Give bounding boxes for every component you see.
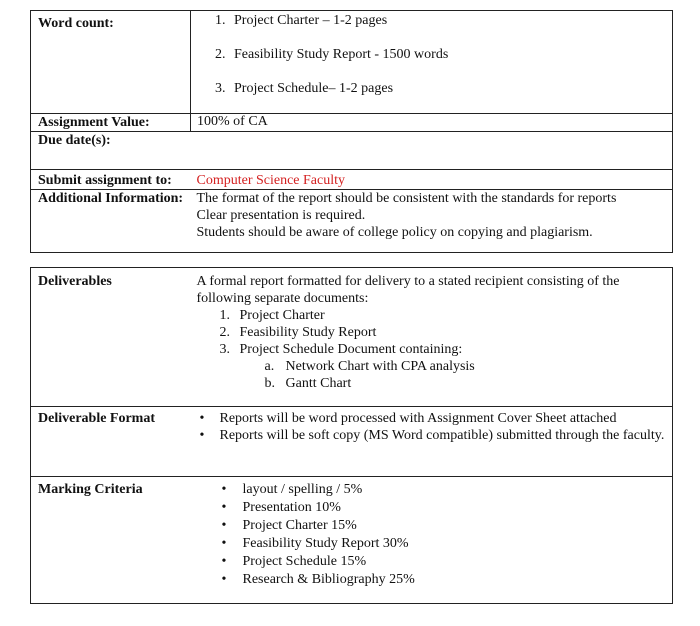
list-text: Research & Bibliography 25% [242,572,415,587]
list-item [191,79,672,113]
list-text: Feasibility Study Report - 1500 words [234,47,449,62]
deliverables-row [31,268,673,407]
assignment-value-label: Assignment Value: [31,114,191,132]
deliverables-table [30,267,673,604]
list-text: Project Schedule 15% [242,554,367,569]
list-text: Reports will be soft copy (MS Word compatible) submitted through the faculty. [219,428,665,443]
list-text: layout / spelling / 5% [242,482,363,497]
additional-info-text [191,190,673,253]
list-item [197,499,667,517]
list-text: Feasibility Study Report 30% [242,536,409,551]
additional-info-row [31,190,673,253]
bullet-icon: • [221,500,227,515]
list-number: 1. [215,13,226,28]
bullet-icon: • [199,411,205,426]
deliverables-label: Deliverables [31,268,191,407]
additional-line: The format of the report should be consistent with the standards for reports [196,191,617,206]
additional-line: Clear presentation is required. [196,208,366,223]
bullet-icon: • [221,518,227,533]
additional-info-label: Additional Information: [31,190,191,253]
list-item [197,341,667,358]
list-number: 3. [219,342,230,357]
list-letter: a. [264,359,275,374]
assignment-value-row [31,114,673,132]
list-item [197,571,667,589]
deliverable-format-row [31,407,673,477]
list-text: Presentation 10% [242,500,341,515]
list-item [197,410,667,427]
list-number: 2. [215,47,226,62]
list-item [197,517,667,535]
list-text: Reports will be word processed with Assignment Cover Sheet attached [219,411,617,426]
list-text: Network Chart with CPA analysis [285,359,475,374]
list-item [197,535,667,553]
list-text: Project Schedule– 1-2 pages [234,81,394,96]
deliverables-intro: A formal report formatted for delivery to a stated recipient consisting of the following separate documents: [196,274,620,306]
due-date-label: Due date(s): [31,132,673,170]
marking-criteria-row [31,477,673,604]
list-text: Gantt Chart [285,376,352,391]
submit-to-value: Computer Science Faculty [191,170,673,190]
sub-list-item [197,358,667,375]
list-text: Project Charter – 1-2 pages [234,13,388,28]
word-count-label: Word count: [31,11,191,114]
list-item [197,427,667,444]
word-count-list [191,11,672,113]
list-text: Project Charter 15% [242,518,357,533]
list-item [197,553,667,571]
bullet-icon: • [221,536,227,551]
list-text: Project Schedule Document containing: [239,342,463,357]
list-item [191,11,672,45]
assignment-value: 100% of CA [191,114,673,132]
list-item [191,45,672,79]
word-count-row [31,11,673,114]
sub-list-item [197,375,667,392]
additional-line: Students should be aware of college policy on copying and plagiarism. [196,225,593,240]
deliverable-format-label: Deliverable Format [31,407,191,477]
submit-row [31,170,673,190]
list-text: Project Charter [239,308,325,323]
bullet-icon: • [221,482,227,497]
list-item [197,481,667,499]
list-number: 1. [219,308,230,323]
list-item [197,324,667,341]
bullet-icon: • [221,554,227,569]
list-letter: b. [264,376,275,391]
list-text: Feasibility Study Report [239,325,377,340]
list-number: 2. [219,325,230,340]
list-number: 3. [215,81,226,96]
assignment-info-table [30,10,673,253]
submit-label: Submit assignment to: [31,170,191,190]
due-date-row [31,132,673,170]
bullet-icon: • [221,572,227,587]
marking-criteria-label: Marking Criteria [31,477,191,604]
list-item [197,307,667,324]
bullet-icon: • [199,428,205,443]
